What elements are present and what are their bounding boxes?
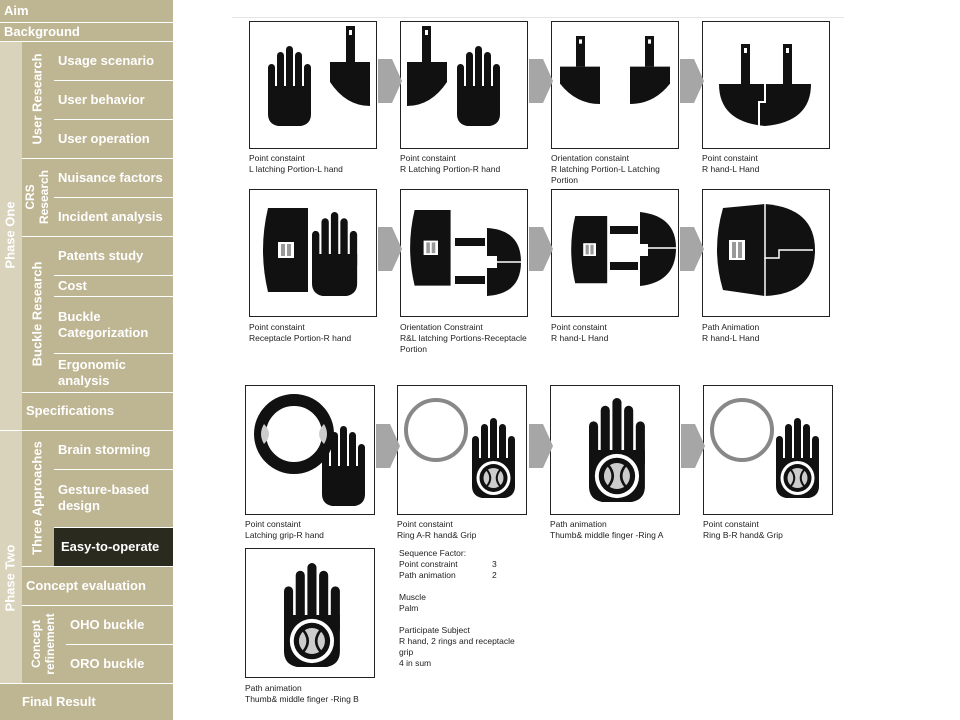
arrow-icon [378,53,402,109]
sidebar-item-buckle-categorization[interactable]: Buckle Categorization [54,296,173,353]
arrow-icon [529,221,553,277]
caption-r2c: Point constaint R hand-L Hand [551,322,609,343]
sidebar-item-background[interactable]: Background [0,22,173,41]
sidebar-item-user-behavior[interactable]: User behavior [54,80,173,119]
notes-point-constraint-label: Point constraint [399,559,458,569]
step-frame-r3b [397,385,527,515]
arrow-icon [680,53,704,109]
notes-subject-line1: R hand, 2 rings and receptacle [399,636,515,646]
notes-participate-subject: Participate Subject [399,625,470,635]
user-research-label: User Research [29,53,45,145]
sidebar-item-nuisance-factors[interactable]: Nuisance factors [54,158,173,197]
step-frame-r3c [550,385,680,515]
step-frame-r4a [245,548,375,678]
three-approaches-label: Three Approaches [29,441,45,555]
step-frame-r1c [551,21,679,149]
arrow-icon [529,53,553,109]
arrow-icon [378,221,402,277]
step-frame-r3a [245,385,375,515]
arrow-icon [681,418,705,474]
arrow-icon [680,221,704,277]
sidebar-item-specifications[interactable]: Specifications [22,392,173,430]
notes-muscle: Muscle [399,592,426,602]
sidebar-item-oro-buckle[interactable]: ORO buckle [66,644,173,683]
phase-two-label: Phase Two [2,544,18,612]
caption-r2b: Orientation Constraint R&L latching Portions-Receptacle Portion [400,322,527,354]
concept-refinement-label: Concept refinement [29,613,57,675]
caption-r1a: Point constaint L latching Portion-L hand [249,153,343,174]
step-frame-r1d [702,21,830,149]
sidebar-item-brain-storming[interactable]: Brain storming [54,430,173,469]
step-frame-r2a [249,189,377,317]
caption-r3d: Point constaint Ring B-R hand& Grip [703,519,783,540]
sidebar-item-aim[interactable]: Aim [0,0,173,22]
caption-r1c: Orientation constaint R latching Portion-L Latching Portion [551,153,660,185]
caption-r1d: Point constaint R hand-L Hand [702,153,760,174]
sidebar-item-incident-analysis[interactable]: Incident analysis [54,197,173,236]
sidebar-item-easy-to-operate[interactable]: Easy-to-operate [54,527,173,566]
sidebar-item-patents-study[interactable]: Patents study [54,236,173,275]
caption-r2a: Point constaint Receptacle Portion-R hand [249,322,352,343]
notes-subject-line2: grip [399,647,414,657]
notes-point-constraint-value: 3 [492,559,497,569]
sidebar-item-final-result[interactable]: Final Result [0,683,173,720]
sidebar-item-concept-evaluation[interactable]: Concept evaluation [22,566,173,605]
caption-r1b: Point constaint R Latching Portion-R hand [400,153,501,174]
step-frame-r2b [400,189,528,317]
caption-r2d: Path Animation R hand-L Hand [702,322,760,343]
sidebar-item-ergonomic-analysis[interactable]: Ergonomic analysis [54,353,173,392]
step-frame-r1a [249,21,377,149]
step-frame-r2c [551,189,679,317]
caption-r3b: Point constaint Ring A-R hand& Grip [397,519,477,540]
sidebar-item-gesture-based-design[interactable]: Gesture-based design [54,469,173,527]
arrow-icon [529,418,553,474]
sidebar-item-cost[interactable]: Cost [54,275,173,296]
caption-r4a: Path animation Thumb& middle finger -Ring B [245,683,359,704]
sequence-notes [399,548,515,669]
notes-sequence-factor: Sequence Factor: [399,548,467,558]
top-rule [232,17,844,18]
sidebar-item-usage-scenario[interactable]: Usage scenario [54,41,173,80]
caption-r3a: Point constaint Latching grip-R hand [245,519,324,540]
buckle-research-label: Buckle Research [29,261,45,367]
notes-path-animation-label: Path animation [399,570,456,580]
sidebar-item-user-operation[interactable]: User operation [54,119,173,158]
step-frame-r2d [702,189,830,317]
sidebar-item-oho-buckle[interactable]: OHO buckle [66,605,173,644]
notes-path-animation-value: 2 [492,570,497,580]
notes-subject-line3: 4 in sum [399,658,432,668]
step-frame-r1b [400,21,528,149]
step-frame-r3d [703,385,833,515]
crs-research-label: CRS Research [23,169,51,225]
notes-palm: Palm [399,603,419,613]
phase-one-label: Phase One [2,201,18,269]
caption-r3c: Path animation Thumb& middle finger -Ring A [550,519,664,540]
outline-sidebar [0,0,173,720]
arrow-icon [376,418,400,474]
